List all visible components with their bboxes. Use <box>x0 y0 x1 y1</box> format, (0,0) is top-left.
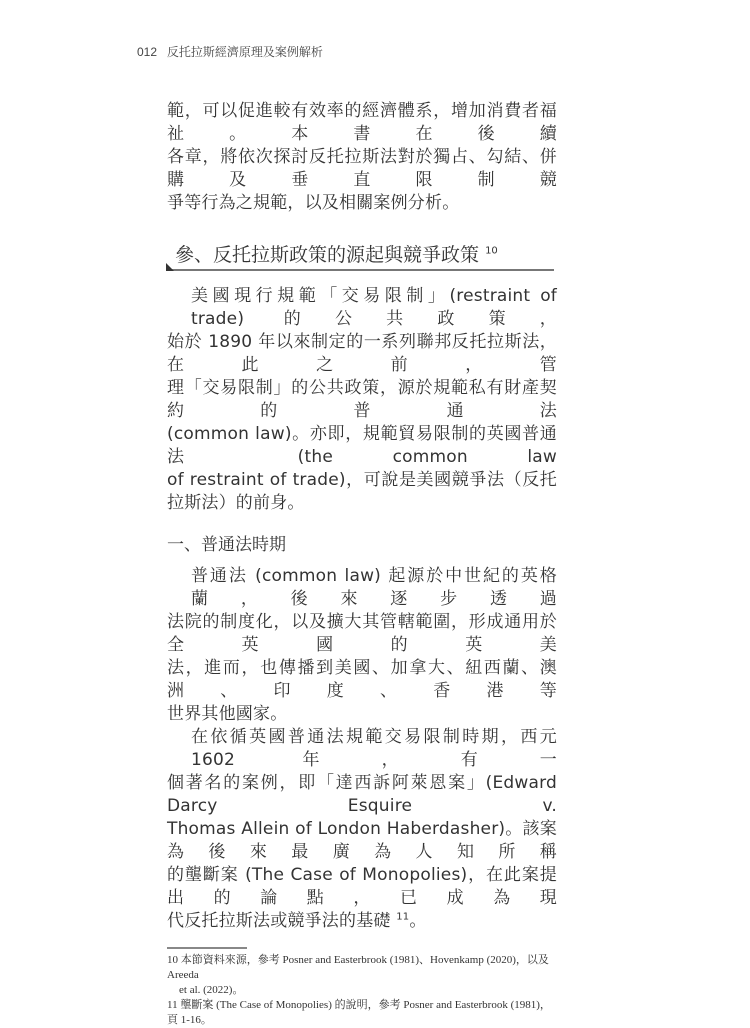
text-line: 世界其他國家。 <box>167 704 288 724</box>
footnote-line: 11 壟斷案 (The Case of Monopolies) 的說明，參考 Posner and Easterbrook (1981)，頁 1-16。 <box>167 999 551 1026</box>
footnote-10 <box>167 953 557 998</box>
text-line: 的壟斷案 (The Case of Monopolies)，在此案提出的論點，已成為現 <box>167 865 557 908</box>
book-title: 反托拉斯經濟原理及案例解析 <box>166 45 323 59</box>
text-line: 在依循英國普通法規範交易限制時期，西元 1602 年，有一 <box>191 727 557 770</box>
footnote-line: 10 本節資料來源，參考 Posner and Easterbrook (1981)、Hovenkamp (2020)，以及 Areeda <box>167 954 549 981</box>
text-line: 美國現行規範「交易限制」(restraint of trade) 的公共政策， <box>191 286 557 329</box>
text-line: 始於 1890 年以來制定的一系列聯邦反托拉斯法，在此之前，管 <box>167 332 557 375</box>
footnote-divider <box>167 947 247 949</box>
section-heading <box>167 243 554 271</box>
text-line: (common law)。亦即，規範貿易限制的英國普通法 (the common law <box>167 424 557 467</box>
footnotes <box>167 953 557 1028</box>
text-line: Thomas Allein of London Haberdasher)。該案為後來最廣為人知所稱 <box>167 819 557 862</box>
text-line: 普通法 (common law) 起源於中世紀的英格蘭，後來逐步透過 <box>191 566 557 609</box>
text-segment: 代反托拉斯法或競爭法的基礎 <box>167 911 391 931</box>
text-line: 個著名的案例，即「達西訴阿萊恩案」(Edward Darcy Esquire v. <box>167 773 557 816</box>
text-line: 法，進而，也傳播到美國、加拿大、紐西蘭、澳洲、印度、香港等 <box>167 658 557 701</box>
text-line: of restraint of trade)，可說是美國競爭法（反托拉斯法）的前身。 <box>167 470 557 513</box>
text-line: 理「交易限制」的公共政策，源於規範私有財產契約的普通法 <box>167 378 557 421</box>
footnote-11 <box>167 998 557 1028</box>
subsection-heading: 一、普通法時期 <box>167 535 286 555</box>
page-number: 012 <box>137 45 158 59</box>
paragraph-2 <box>167 565 557 726</box>
paragraph-3 <box>167 726 557 933</box>
section-title: 參、反托拉斯政策的源起與競爭政策 <box>175 244 480 266</box>
text-line <box>167 910 557 933</box>
text-column <box>167 100 557 1028</box>
intro-paragraph <box>167 100 557 215</box>
text-line: 各章，將依次探討反托拉斯法對於獨占、勾結、併購及垂直限制競 <box>167 147 557 190</box>
paragraph-1 <box>167 285 557 515</box>
text-line: 範，可以促進較有效率的經濟體系，增加消費者福祉。本書在後續 <box>167 101 557 144</box>
text-segment: 。 <box>409 911 427 931</box>
running-header <box>137 44 323 60</box>
heading-corner-marker <box>166 263 174 271</box>
footnote-line: et al. (2022)。 <box>179 984 244 996</box>
footnote-ref: 10 <box>485 245 498 257</box>
text-line: 爭等行為之規範，以及相關案例分析。 <box>167 193 460 213</box>
footnote-ref: 11 <box>396 911 410 923</box>
text-line: 法院的制度化，以及擴大其管轄範圍，形成通用於全英國的英美 <box>167 612 557 655</box>
